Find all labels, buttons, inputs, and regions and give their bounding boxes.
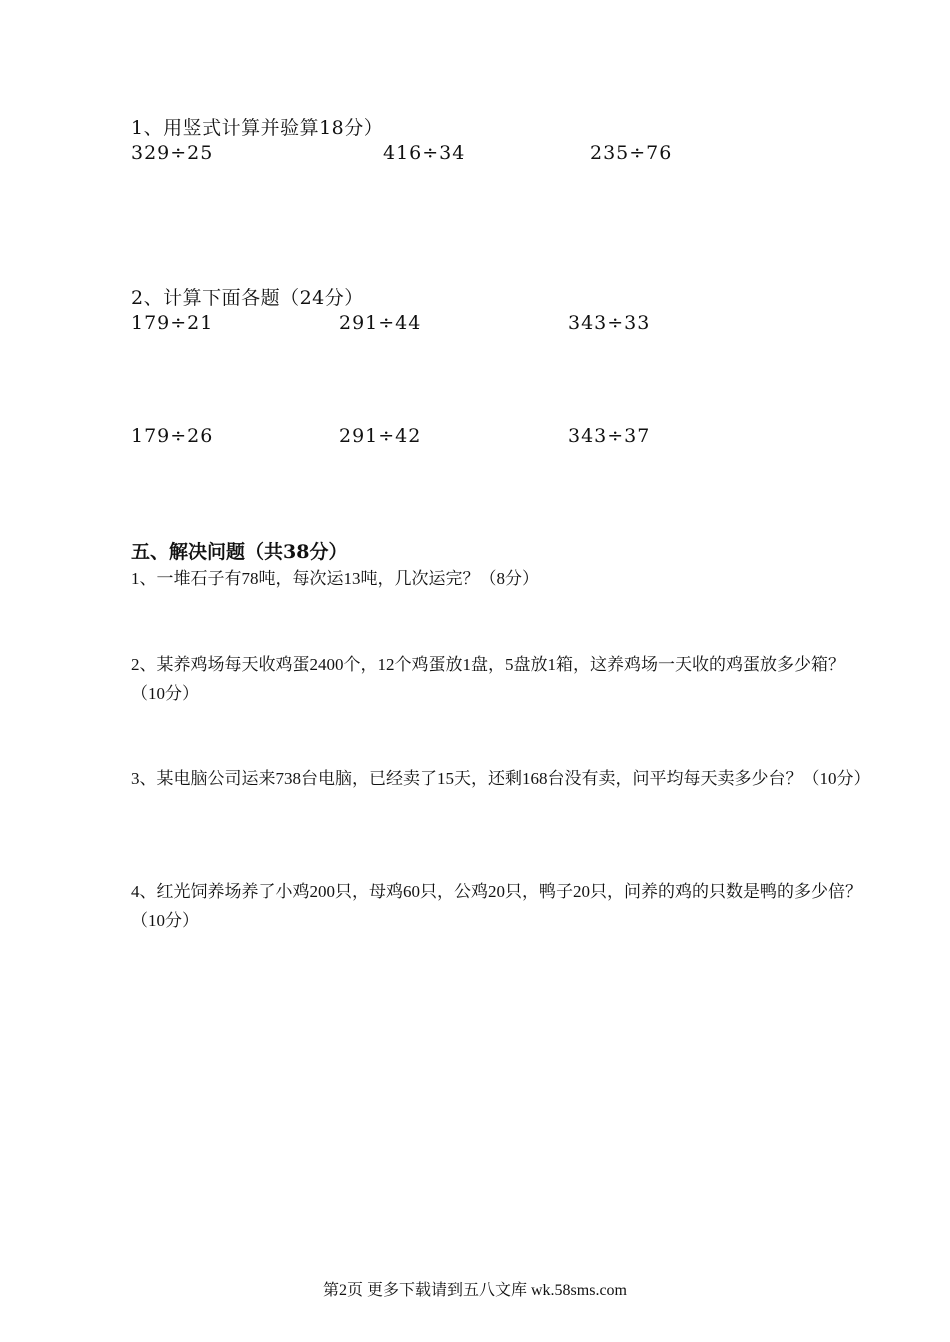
part1-heading: 1、用竖式计算并验算18分） (131, 117, 384, 139)
part1-expression-3: 235÷76 (590, 142, 673, 164)
part1-expression-1: 329÷25 (131, 142, 214, 164)
part2-heading: 2、计算下面各题（24分） (131, 287, 364, 309)
problem-2: 2、某养鸡场每天收鸡蛋2400个，12个鸡蛋放1盘，5盘放1箱，这养鸡场一天收的鸡蛋放多少箱？（10分） (131, 655, 845, 703)
problem-1: 1、一堆石子有78吨，每次运13吨，几次运完？（8分） (131, 569, 539, 588)
page-footer: 第2页 更多下载请到五八文库 wk.58sms.com (322, 1282, 627, 1299)
part1-expression-2: 416÷34 (383, 142, 466, 164)
section5-heading: 五、解决问题（共38分） (131, 541, 348, 563)
part2-row1-expression-1: 179÷21 (131, 312, 214, 334)
part2-row2-expression-1: 179÷26 (131, 425, 214, 447)
part2-row1-expression-2: 291÷44 (339, 312, 422, 334)
problem-3: 3、某电脑公司运来738台电脑，已经卖了15天，还剩168台没有卖，问平均每天卖多少台？（10分） (131, 769, 871, 788)
part2-row1-expression-3: 343÷33 (568, 312, 651, 334)
part2-row2-expression-2: 291÷42 (339, 425, 422, 447)
problem-4: 4、红光饲养场养了小鸡200只，母鸡60只，公鸡20只，鸭子20只，问养的鸡的只数是鸭的多少倍？（10分） (131, 882, 862, 930)
part2-row2-expression-3: 343÷37 (568, 425, 651, 447)
